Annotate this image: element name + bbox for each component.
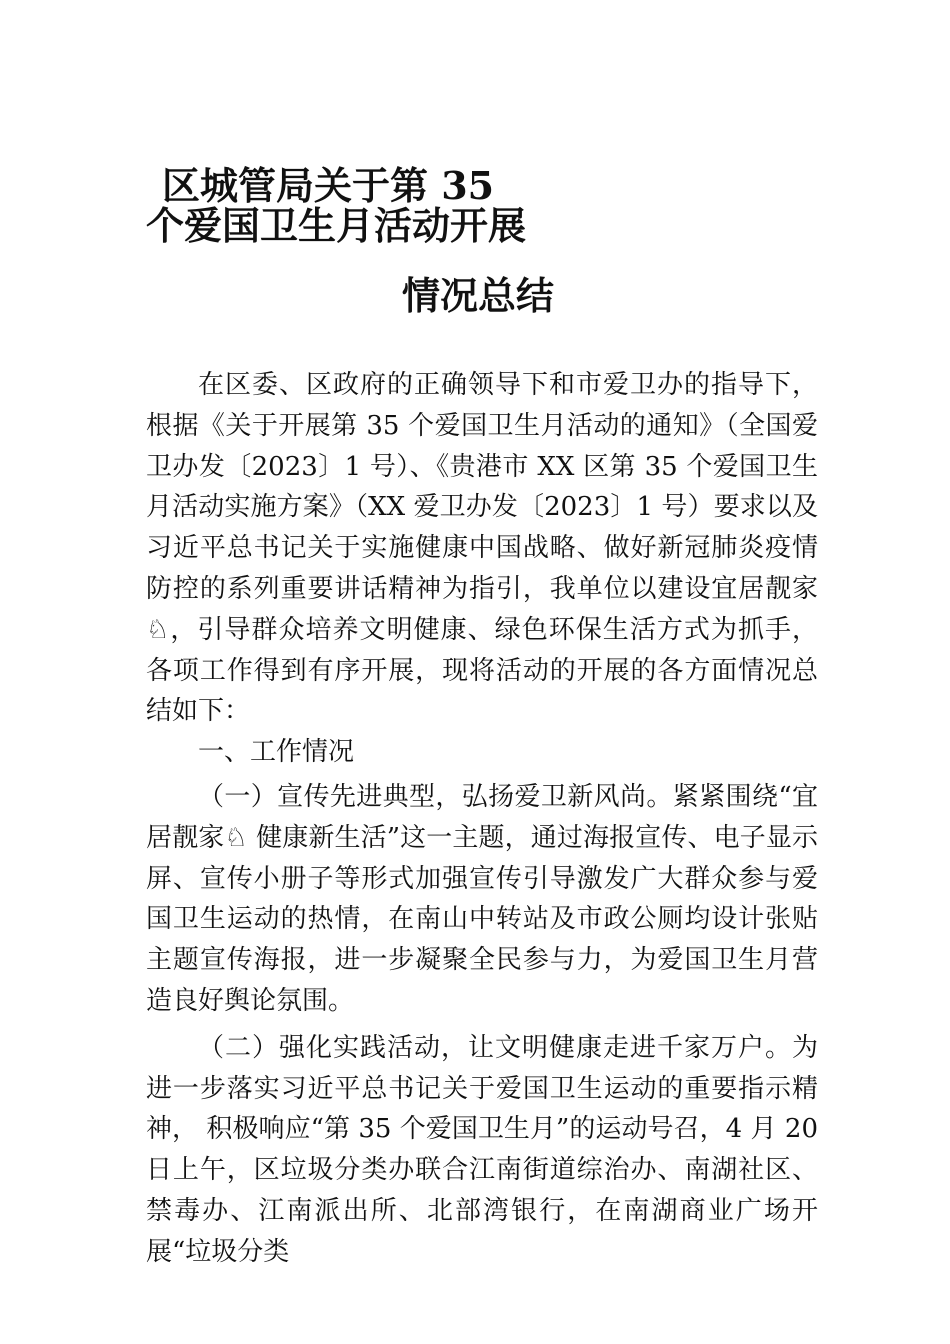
- document-body: [146, 365, 818, 1273]
- section-heading-work-status: 一、工作情况: [198, 737, 355, 768]
- item-1-paragraph: （一）宣传先进典型，弘扬爱卫新风尚。紧紧围绕“宜居靓家♘ 健康新生活”这一主题，通过海报宣传、电子显示屏、宣传小册子等形式加强宣传引导激发广大群众参与爱国卫生运动的热情，在南山中转站及市政公厕均设计张贴主题宣传海报，进一步凝聚全民参与力，为爱国卫生月营造良好舆论氛围。: [146, 781, 818, 1016]
- item-2-paragraph: （二）强化实践活动，让文明健康走进千家万户。为进一步落实习近平总书记关于爱国卫生运动的重要指示精神， 积极响应“第 35 个爱国卫生月”的运动号召，4 月 20 日上午，区垃圾分类办联合江南街道综治办、南湖社区、禁毒办、江南派出所、北部湾银行，在南湖商业广场开展“垃圾分类: [146, 1032, 818, 1267]
- intro-paragraph: 在区委、区政府的正确领导下和市爱卫办的指导下，根据《关于开展第 35 个爱国卫生月活动的通知》（全国爱卫办发〔2023〕1 号）、《贵港市 XX 区第 35 个爱国卫生月活动实施方案》（XX 爱卫办发〔2023〕1 号）要求以及习近平总书记关于实施健康中国战略、做好新冠肺炎疫情防控的系列重要讲话精神为指引，我单位以建设宜居靓家♘，引导群众培养文明健康、绿色环保生活方式为抓手，各项工作得到有序开展，现将活动的开展的各方面情况总结如下：: [146, 370, 818, 727]
- document-title-line-3: 情况总结: [402, 273, 555, 318]
- document-title-line-1: 区城管局关于第 35: [162, 163, 495, 208]
- document-title-line-2: 个爱国卫生月活动开展: [146, 203, 527, 248]
